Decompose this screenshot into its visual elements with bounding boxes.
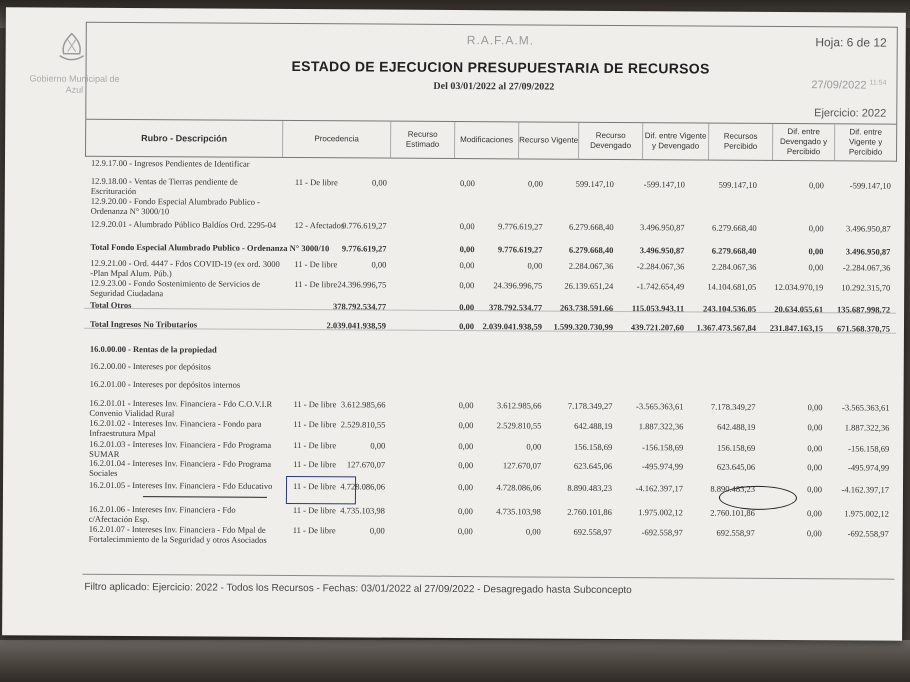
row-value-4: 642.488,19 xyxy=(574,420,613,431)
row-description: 16.2.01.07 - Intereses Inv. Financiera - Fdo Mpal de Fortalecimmiento de la Seguridad y otros Asociados xyxy=(88,523,267,545)
row-value-7: 0,00 xyxy=(808,180,824,191)
row-value-6: 243.104.536,05 xyxy=(702,303,757,314)
row-procedencia: 11 - De libre xyxy=(292,525,336,536)
col-rubro: Rubro - Descripción xyxy=(141,133,228,144)
row-value-8: -4.162.397,17 xyxy=(841,484,890,495)
row-value-5: 3.496.950,87 xyxy=(639,245,685,256)
row-value-6: 599.147,10 xyxy=(718,179,757,190)
col-modificaciones: Modificaciones xyxy=(454,122,518,158)
table-header xyxy=(85,120,897,162)
row-value-3: 127.670,07 xyxy=(502,460,542,471)
row-value-4: 599.147,10 xyxy=(575,178,614,189)
row-value-7: 12.034.970,19 xyxy=(774,281,824,293)
row-value-4: 263.738.591,66 xyxy=(559,302,614,313)
row-value-2: 0,00 xyxy=(458,482,474,493)
row-description: 16.0.00.00 - Rentas de la propiedad xyxy=(89,343,217,355)
row-value-5: -495.974,99 xyxy=(642,461,684,472)
row-value-8: 3.496.950,87 xyxy=(845,246,891,257)
row-value-6: 2.760.101,86 xyxy=(710,507,755,518)
row-procedencia: 11 - De libre xyxy=(294,259,338,270)
row-value-1: 2.039.041.938,59 xyxy=(326,320,387,331)
row-description: 16.2.01.04 - Intereses Inv. Financiera - Fdo Programa Sociales xyxy=(89,457,272,478)
report-header xyxy=(85,22,898,125)
row-value-5: -1.742.654,49 xyxy=(636,281,685,292)
table-row xyxy=(84,257,896,279)
row-value-3: 4.735.103,98 xyxy=(496,506,541,517)
row-value-5: 1.975.002,12 xyxy=(638,507,683,518)
table-row xyxy=(84,277,896,299)
row-value-6: 156.158,69 xyxy=(716,442,756,453)
document-page xyxy=(2,7,906,640)
row-procedencia: 12 - Afectados xyxy=(294,220,345,231)
col-dif-vig-perc: Dif. entre Vigente y Percibido xyxy=(834,124,896,160)
row-value-3: 0,00 xyxy=(527,260,543,271)
row-value-7: 0,00 xyxy=(808,223,824,234)
row-value-2: 0,00 xyxy=(458,460,474,471)
row-value-8: 1.887.322,36 xyxy=(844,422,890,433)
row-value-2: 0,00 xyxy=(458,420,474,431)
row-value-5: -599.147,10 xyxy=(643,179,685,190)
row-value-3: 3.612.985,66 xyxy=(496,400,542,411)
row-value-4: 26.139.651,24 xyxy=(564,280,614,291)
row-value-8: 135.687.998,72 xyxy=(836,304,891,315)
table-row xyxy=(83,417,895,439)
row-description: 16.2.01.00 - Intereses por depósitos internos xyxy=(89,378,241,390)
row-value-5: -692.558,97 xyxy=(641,527,683,538)
col-recurso-estimado: Recurso Estimado xyxy=(390,122,454,158)
row-value-3: 0,00 xyxy=(526,441,542,452)
row-value-8: -156.158,69 xyxy=(848,443,890,454)
row-description: 12.9.21.00 - Ord. 4447 - Fdos COVID-19 (ex ord. 3000 -Plan Mpal Alum. Púb.) xyxy=(90,257,280,279)
row-value-5: 115.053.943,11 xyxy=(631,303,685,314)
system-name: R.A.F.A.M. xyxy=(466,33,535,48)
row-value-1: 4.735.103,98 xyxy=(340,505,385,516)
row-value-6: 642.488,19 xyxy=(717,421,756,432)
row-value-5: 439.721.207,60 xyxy=(630,322,685,333)
row-procedencia: 11 - De libre xyxy=(293,459,337,470)
org-line-1: Gobierno Municipal de xyxy=(29,73,120,84)
row-value-1: 9.776.619,27 xyxy=(341,220,387,231)
row-description: 12.9.20.01 - Alumbrado Público Baldíos Ord. 2295-04 xyxy=(90,218,277,230)
row-description: 16.2.00.00 - Intereses por depósitos xyxy=(89,360,211,372)
row-value-5: -2.284.067,36 xyxy=(636,261,685,272)
pen-circle-mark xyxy=(719,486,797,510)
row-value-8: 3.496.950,87 xyxy=(845,223,891,234)
row-value-2: 0,00 xyxy=(458,400,474,411)
row-value-3: 9.776.619,27 xyxy=(497,244,543,255)
row-value-7: 0,00 xyxy=(807,422,823,433)
row-procedencia: 11 - De libre xyxy=(292,505,336,516)
table-row xyxy=(85,218,897,234)
col-recurso-devengado: Recurso Devengado xyxy=(578,123,642,159)
pen-box-mark xyxy=(286,476,356,504)
row-value-6: 2.284.067,36 xyxy=(711,261,757,272)
row-value-7: 0,00 xyxy=(806,528,822,539)
row-value-8: -3.565.363,61 xyxy=(841,402,890,413)
row-value-6: 6.279.668,40 xyxy=(711,245,757,256)
row-value-5: -3.565.363,61 xyxy=(636,401,684,412)
row-value-5: -4.162.397,17 xyxy=(635,483,684,494)
row-description: 12.9.20.00 - Fondo Especial Alumbrado Publico - Ordenanza N° 3000/10 xyxy=(90,195,261,217)
table-row xyxy=(83,479,895,495)
row-description: 12.9.23.00 - Fondo Sostenimiento de Servicios de Seguridad Ciudadana xyxy=(90,277,261,299)
row-value-6: 14.104.681,05 xyxy=(707,281,757,292)
row-procedencia: 11 - De libre xyxy=(294,279,338,290)
col-dif-dev-perc: Dif. entre Devengado y Percibido xyxy=(772,124,834,160)
row-value-7: 231.847.163,15 xyxy=(769,322,824,334)
row-value-7: 20.634.055,61 xyxy=(774,303,824,315)
row-procedencia: 11 - De libre xyxy=(293,440,337,451)
municipal-logo-icon xyxy=(54,32,90,66)
row-value-1: 0,00 xyxy=(371,177,387,188)
row-value-7: 0,00 xyxy=(807,484,823,495)
table-row xyxy=(84,241,896,257)
row-value-3: 2.039.041.938,59 xyxy=(482,321,543,332)
background-bottom xyxy=(0,640,910,682)
print-date: 27/09/2022 xyxy=(811,79,867,92)
row-value-1: 3.612.985,66 xyxy=(340,399,386,410)
row-description: 12.9.18.00 - Ventas de Tierras pendiente de Escrituración xyxy=(90,175,238,197)
row-value-7: 0,00 xyxy=(807,462,823,473)
row-description: Total Ingresos No Tributarios xyxy=(89,318,198,330)
row-value-4: 6.279.668,40 xyxy=(568,221,614,232)
row-value-2: 0,00 xyxy=(459,280,475,291)
row-value-8: 10.292.315,70 xyxy=(841,282,891,293)
row-value-2: 0,00 xyxy=(458,441,474,452)
row-value-2: 0,00 xyxy=(459,221,475,232)
row-value-5: 1.887.322,36 xyxy=(638,421,684,432)
row-value-8: -599.147,10 xyxy=(849,180,891,191)
row-description: Total Otros xyxy=(90,299,132,311)
row-value-4: 623.645,06 xyxy=(573,460,613,471)
date-range: Del 03/01/2022 al 27/09/2022 xyxy=(433,80,555,93)
report-title: ESTADO DE EJECUCION PRESUPUESTARIA DE RECURSOS xyxy=(291,58,710,77)
row-value-4: 1.599.320.730,99 xyxy=(553,321,614,332)
table-row xyxy=(84,299,896,315)
row-value-6: 7.178.349,27 xyxy=(710,401,756,412)
row-value-2: 0,00 xyxy=(459,302,475,313)
row-value-1: 4.728.086,06 xyxy=(340,481,386,492)
row-value-4: 156.158,69 xyxy=(573,441,613,452)
row-value-7: 0,00 xyxy=(808,246,824,257)
org-line-2: Azul xyxy=(65,84,84,95)
row-value-5: 3.496.950,87 xyxy=(639,222,685,233)
row-value-1: 0,00 xyxy=(371,259,387,270)
row-value-4: 7.178.349,27 xyxy=(567,400,613,411)
footer-divider xyxy=(82,574,894,580)
row-description: 16.2.01.05 - Intereses Inv. Financiera - Fdo Educativo xyxy=(88,479,273,491)
table-row xyxy=(84,397,896,419)
row-value-5: -156.158,69 xyxy=(642,442,684,453)
row-value-2: 0,00 xyxy=(457,506,473,517)
row-value-7: 0,00 xyxy=(807,402,823,413)
row-value-1: 2.529.810,55 xyxy=(340,419,386,430)
row-description: 16.2.01.03 - Intereses Inv. Financiera - Fdo Programa SUMAR xyxy=(89,438,272,459)
table-row xyxy=(85,195,897,217)
row-value-4: 2.284.067,36 xyxy=(568,260,614,271)
table-row xyxy=(83,523,895,545)
row-value-7: 0,00 xyxy=(807,443,823,454)
row-value-6: 1.367.473.567,84 xyxy=(696,322,757,333)
row-value-4: 8.890.483,23 xyxy=(567,482,613,493)
row-value-6: 623.645,06 xyxy=(716,461,756,472)
row-value-1: 0,00 xyxy=(370,440,386,451)
row-procedencia: 11 - De libre xyxy=(292,481,336,492)
row-value-7: 0,00 xyxy=(806,508,822,519)
page-number: Hoja: 6 de 12 xyxy=(815,35,887,50)
row-value-3: 0,00 xyxy=(525,526,541,537)
table-row xyxy=(84,378,896,390)
row-procedencia: 11 - De libre xyxy=(293,399,337,410)
table-row xyxy=(83,457,895,478)
row-value-6: 6.279.668,40 xyxy=(711,222,757,233)
col-procedencia: Procedencia xyxy=(282,121,390,158)
col-recursos-percibido: Recursos Percibido xyxy=(708,124,772,160)
table-row xyxy=(85,175,897,197)
row-value-6: 8.890.483,23 xyxy=(710,483,756,494)
row-value-3: 2.529.810,55 xyxy=(496,420,542,431)
row-value-8: -2.284.067,36 xyxy=(842,262,891,273)
row-description: Total Fondo Especial Alumbrado Publico - Ordenanza N° 3000/10 xyxy=(90,241,330,254)
row-value-7: 0,00 xyxy=(808,262,824,273)
row-procedencia: 11 - De libre xyxy=(293,419,337,430)
row-value-3: 378.792.534,77 xyxy=(488,302,543,313)
row-description: 16.2.01.02 - Intereses Inv. Financiera - Fondo para Infraestrutura Mpal xyxy=(89,417,262,439)
row-value-4: 6.279.668,40 xyxy=(568,244,614,255)
row-description: 12.9.17.00 - Ingresos Pendientes de Identificar xyxy=(90,157,250,169)
row-description: 16.2.01.06 - Intereses Inv. Financiera - Fdo c/Afectación Esp. xyxy=(88,503,236,525)
row-value-1: 24.396.996,75 xyxy=(337,279,387,290)
fiscal-year: Ejercicio: 2022 xyxy=(814,107,887,120)
table-row xyxy=(84,318,896,334)
table-row xyxy=(83,438,895,459)
col-dif-vig-dev: Dif. entre Vigente y Devengado xyxy=(642,123,708,159)
pen-underline-mark xyxy=(143,496,267,498)
row-value-4: 692.558,97 xyxy=(573,526,612,537)
row-value-1: 378.792.534,77 xyxy=(332,301,387,312)
row-value-3: 24.396.996,75 xyxy=(493,280,543,291)
row-value-8: 1.975.002,12 xyxy=(844,508,889,519)
row-value-3: 9.776.619,27 xyxy=(497,221,543,232)
row-value-6: 692.558,97 xyxy=(716,527,755,538)
filter-applied: Filtro aplicado: Ejercicio: 2022 - Todos los Recursos - Fechas: 03/01/2022 al 27/09/2022 - Desagregado hasta Subconcepto xyxy=(84,581,632,597)
row-value-2: 0,00 xyxy=(457,526,473,537)
row-value-2: 0,00 xyxy=(459,178,475,189)
row-value-2: 0,00 xyxy=(459,244,475,255)
table-row xyxy=(84,343,896,355)
row-value-8: -495.974,99 xyxy=(848,462,890,473)
row-value-1: 127.670,07 xyxy=(346,459,386,470)
row-value-3: 0,00 xyxy=(527,178,543,189)
row-value-1: 9.776.619,27 xyxy=(341,243,387,254)
row-value-8: -692.558,97 xyxy=(847,528,889,539)
table-row xyxy=(84,360,896,372)
row-description: 16.2.01.01 - Intereses Inv. Financiera - Fdo C.O.V.I.R Convenio Vialidad Rural xyxy=(89,397,273,419)
row-value-3: 4.728.086,06 xyxy=(496,482,542,493)
row-procedencia: 11 - De libre xyxy=(294,177,338,188)
row-value-4: 2.760.101,86 xyxy=(567,506,612,517)
row-value-8: 671.568.370,75 xyxy=(836,323,891,334)
col-recurso-vigente: Recurso Vigente xyxy=(518,122,578,158)
row-value-2: 0,00 xyxy=(459,321,475,332)
row-value-1: 0,00 xyxy=(369,525,385,536)
print-time: 11:54 xyxy=(869,79,887,87)
row-value-2: 0,00 xyxy=(459,260,475,271)
